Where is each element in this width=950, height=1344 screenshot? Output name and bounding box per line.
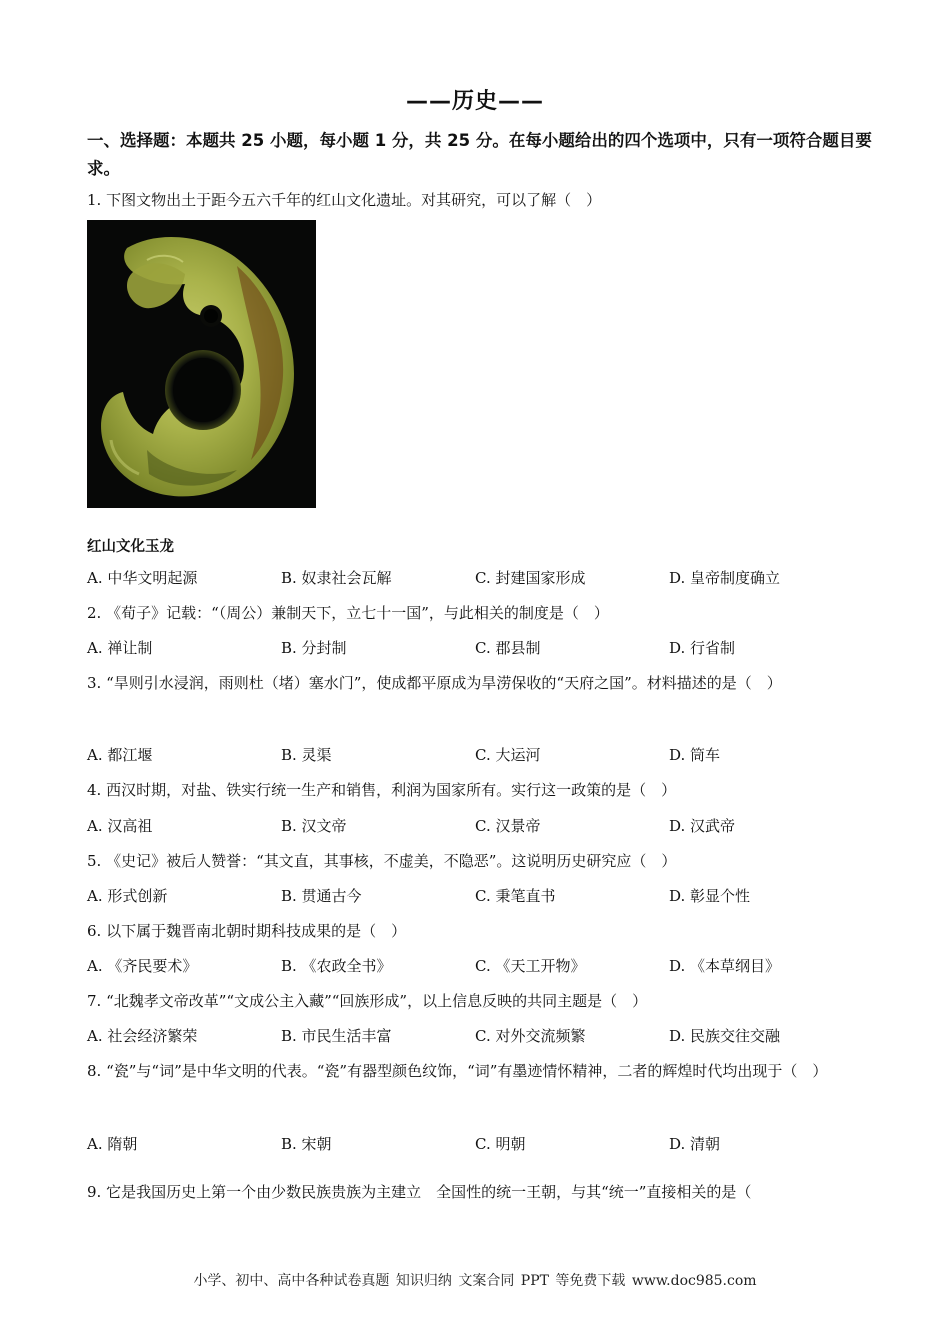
option-b: B. 分封制 <box>281 639 347 657</box>
question-6-options <box>87 956 867 976</box>
question-1-options <box>87 568 867 588</box>
option-c: C. 封建国家形成 <box>475 569 586 587</box>
option-a: A. 形式创新 <box>87 887 168 905</box>
option-d: D. 汉武帝 <box>669 817 736 835</box>
question-3: 3. “旱则引水浸润，雨则杜（堵）塞水门”，使成都平原成为旱涝保收的“天府之国”。材料描述的是（ ） <box>87 674 782 692</box>
question-7: 7. “北魏孝文帝改革”“文成公主入藏”“回族形成”，以上信息反映的共同主题是（ ） <box>87 992 648 1010</box>
section-heading: 一、选择题：本题共 25 小题，每小题 1 分，共 25 分。在每小题给出的四个选项中，只有一项符合题目要求。 <box>87 131 872 178</box>
question-5-options <box>87 886 867 906</box>
option-b: B. 宋朝 <box>281 1135 332 1153</box>
jade-dragon-image <box>87 220 316 508</box>
option-b: B. 《农政全书》 <box>281 957 392 975</box>
page-title: ——历史—— <box>405 89 544 114</box>
option-b: B. 汉文帝 <box>281 817 347 835</box>
option-d: D. 行省制 <box>669 639 736 657</box>
option-d: D. 皇帝制度确立 <box>669 569 781 587</box>
question-8: 8. “瓷”与“词”是中华文明的代表。“瓷”有器型颜色纹饰，“词”有墨迹情怀精神，二者的辉煌时代均出现于（ ） <box>87 1062 828 1080</box>
option-c: C. 大运河 <box>475 746 541 764</box>
option-a: A. 《齐民要术》 <box>87 957 198 975</box>
question-6: 6. 以下属于魏晋南北朝时期科技成果的是（ ） <box>87 922 407 940</box>
question-5: 5. 《史记》被后人赞誉：“其文直，其事核，不虚美，不隐恶”。这说明历史研究应（ ） <box>87 852 677 870</box>
option-a: A. 隋朝 <box>87 1135 138 1153</box>
option-d: D. 《本草纲目》 <box>669 957 781 975</box>
option-a: A. 都江堰 <box>87 746 153 764</box>
question-7-options <box>87 1026 867 1046</box>
question-4: 4. 西汉时期，对盐、铁实行统一生产和销售，利润为国家所有。实行这一政策的是（ ） <box>87 781 677 799</box>
option-d: D. 筒车 <box>669 746 721 764</box>
option-b: B. 贯通古今 <box>281 887 362 905</box>
option-b: B. 灵渠 <box>281 746 332 764</box>
option-d: D. 彰显个性 <box>669 887 751 905</box>
option-c: C. 汉景帝 <box>475 817 541 835</box>
option-c: C. 对外交流频繁 <box>475 1027 586 1045</box>
option-b: B. 市民生活丰富 <box>281 1027 392 1045</box>
option-c: C. 《天工开物》 <box>475 957 586 975</box>
option-c: C. 明朝 <box>475 1135 526 1153</box>
question-3-options <box>87 745 867 765</box>
option-d: D. 清朝 <box>669 1135 721 1153</box>
question-4-options <box>87 816 867 836</box>
option-b: B. 奴隶社会瓦解 <box>281 569 392 587</box>
option-d: D. 民族交往交融 <box>669 1027 781 1045</box>
footer-banner: 小学、初中、高中各种试卷真题 知识归纳 文案合同 PPT 等免费下载 www.doc985.com <box>193 1273 757 1289</box>
question-8-options <box>87 1134 867 1154</box>
option-a: A. 社会经济繁荣 <box>87 1027 198 1045</box>
option-a: A. 汉高祖 <box>87 817 153 835</box>
option-c: C. 郡县制 <box>475 639 541 657</box>
question-1: 1. 下图文物出土于距今五六千年的红山文化遗址。对其研究，可以了解（ ） <box>87 191 602 209</box>
question-2-options <box>87 638 867 658</box>
option-a: A. 中华文明起源 <box>87 569 198 587</box>
question-9: 9. 它是我国历史上第一个由少数民族贵族为主建立 全国性的统一王朝，与其“统一”直接相关的是（ <box>87 1183 752 1201</box>
question-2: 2. 《荀子》记载：“（周公）兼制天下，立七十一国”，与此相关的制度是（ ） <box>87 604 609 622</box>
figure-caption: 红山文化玉龙 <box>87 539 174 555</box>
option-c: C. 秉笔直书 <box>475 887 556 905</box>
option-a: A. 禅让制 <box>87 639 153 657</box>
